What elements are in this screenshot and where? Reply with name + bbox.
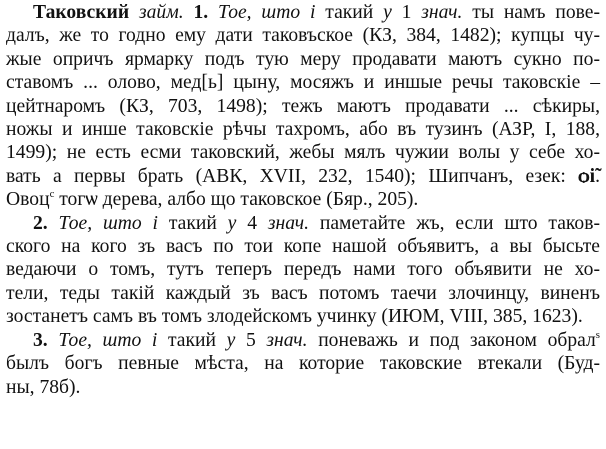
sense-number: 2.	[33, 212, 48, 234]
line: зостанетъ самъ въ томъ злодейскомъ учинку (ИЮМ, VIII, 385, 1623).	[6, 306, 583, 328]
line: 2. Тое, што і такий у 4 знач. паметайте жъ, если што таков-	[33, 212, 600, 234]
line: былъ богъ певные мѣста, на которие таковские втекали (Буд-	[6, 353, 600, 375]
part-of-speech: займ.	[138, 2, 184, 23]
line: далъ, же то годно ему дати таковъское (КЗ, 384, 1482); купцы чу-	[6, 25, 600, 47]
line: ножы и инше таковскіе рѣчы тахромъ, або въ тузинъ (АЗР, І, 188,	[6, 119, 600, 141]
sense-3	[6, 329, 600, 399]
sense-number: 1.	[193, 2, 209, 23]
line: тели, теды такій каждый зъ васъ потомъ таечи злочинцу, виненъ	[6, 282, 600, 304]
line: цейтнаромъ (КЗ, 703, 1498); тежъ маютъ продавати ... сѣкиры,	[6, 95, 600, 117]
line: Овоц$^с$ тогѡ дерева, албо що таковское (Бяр., 205).	[6, 188, 419, 211]
sense-1	[6, 1, 600, 212]
line: ны, 78б).	[6, 376, 81, 398]
line: вать а первы брать (АВК, XVII, 232, 1540); Шипчанъ, езек: ѻі̃.	[6, 165, 600, 187]
line: 1499); не есть есми таковский, жебы мялъ чужии волы у себе хо-	[6, 142, 600, 164]
line: ведаючи о томъ, тутъ теперъ передъ нами того объявити не хо-	[6, 259, 600, 281]
sense-number: 3.	[33, 329, 48, 351]
line: жые опричъ ярмарку подъ тую меру продавати маютъ сукно по-	[6, 48, 600, 70]
sense-2	[6, 212, 600, 329]
line: ставомъ ... олово, мед[ь] цыну, мосяжъ и иншые речы таковскіе –	[6, 72, 600, 94]
headword: Таковский	[33, 2, 130, 23]
line: ского на кого зъ васъ по тои копе нашой объявитъ, а вы бысьте	[6, 236, 600, 258]
line: 3. Тое, што і такий у 5 знач. поневажь и под законом обрал$^s$	[33, 328, 600, 351]
glagolitic-glyph: ѻі̃	[578, 165, 596, 187]
line: Таковский займ. 1. Тое, што і такий у 1 знач. ты намъ пове-	[33, 2, 601, 23]
